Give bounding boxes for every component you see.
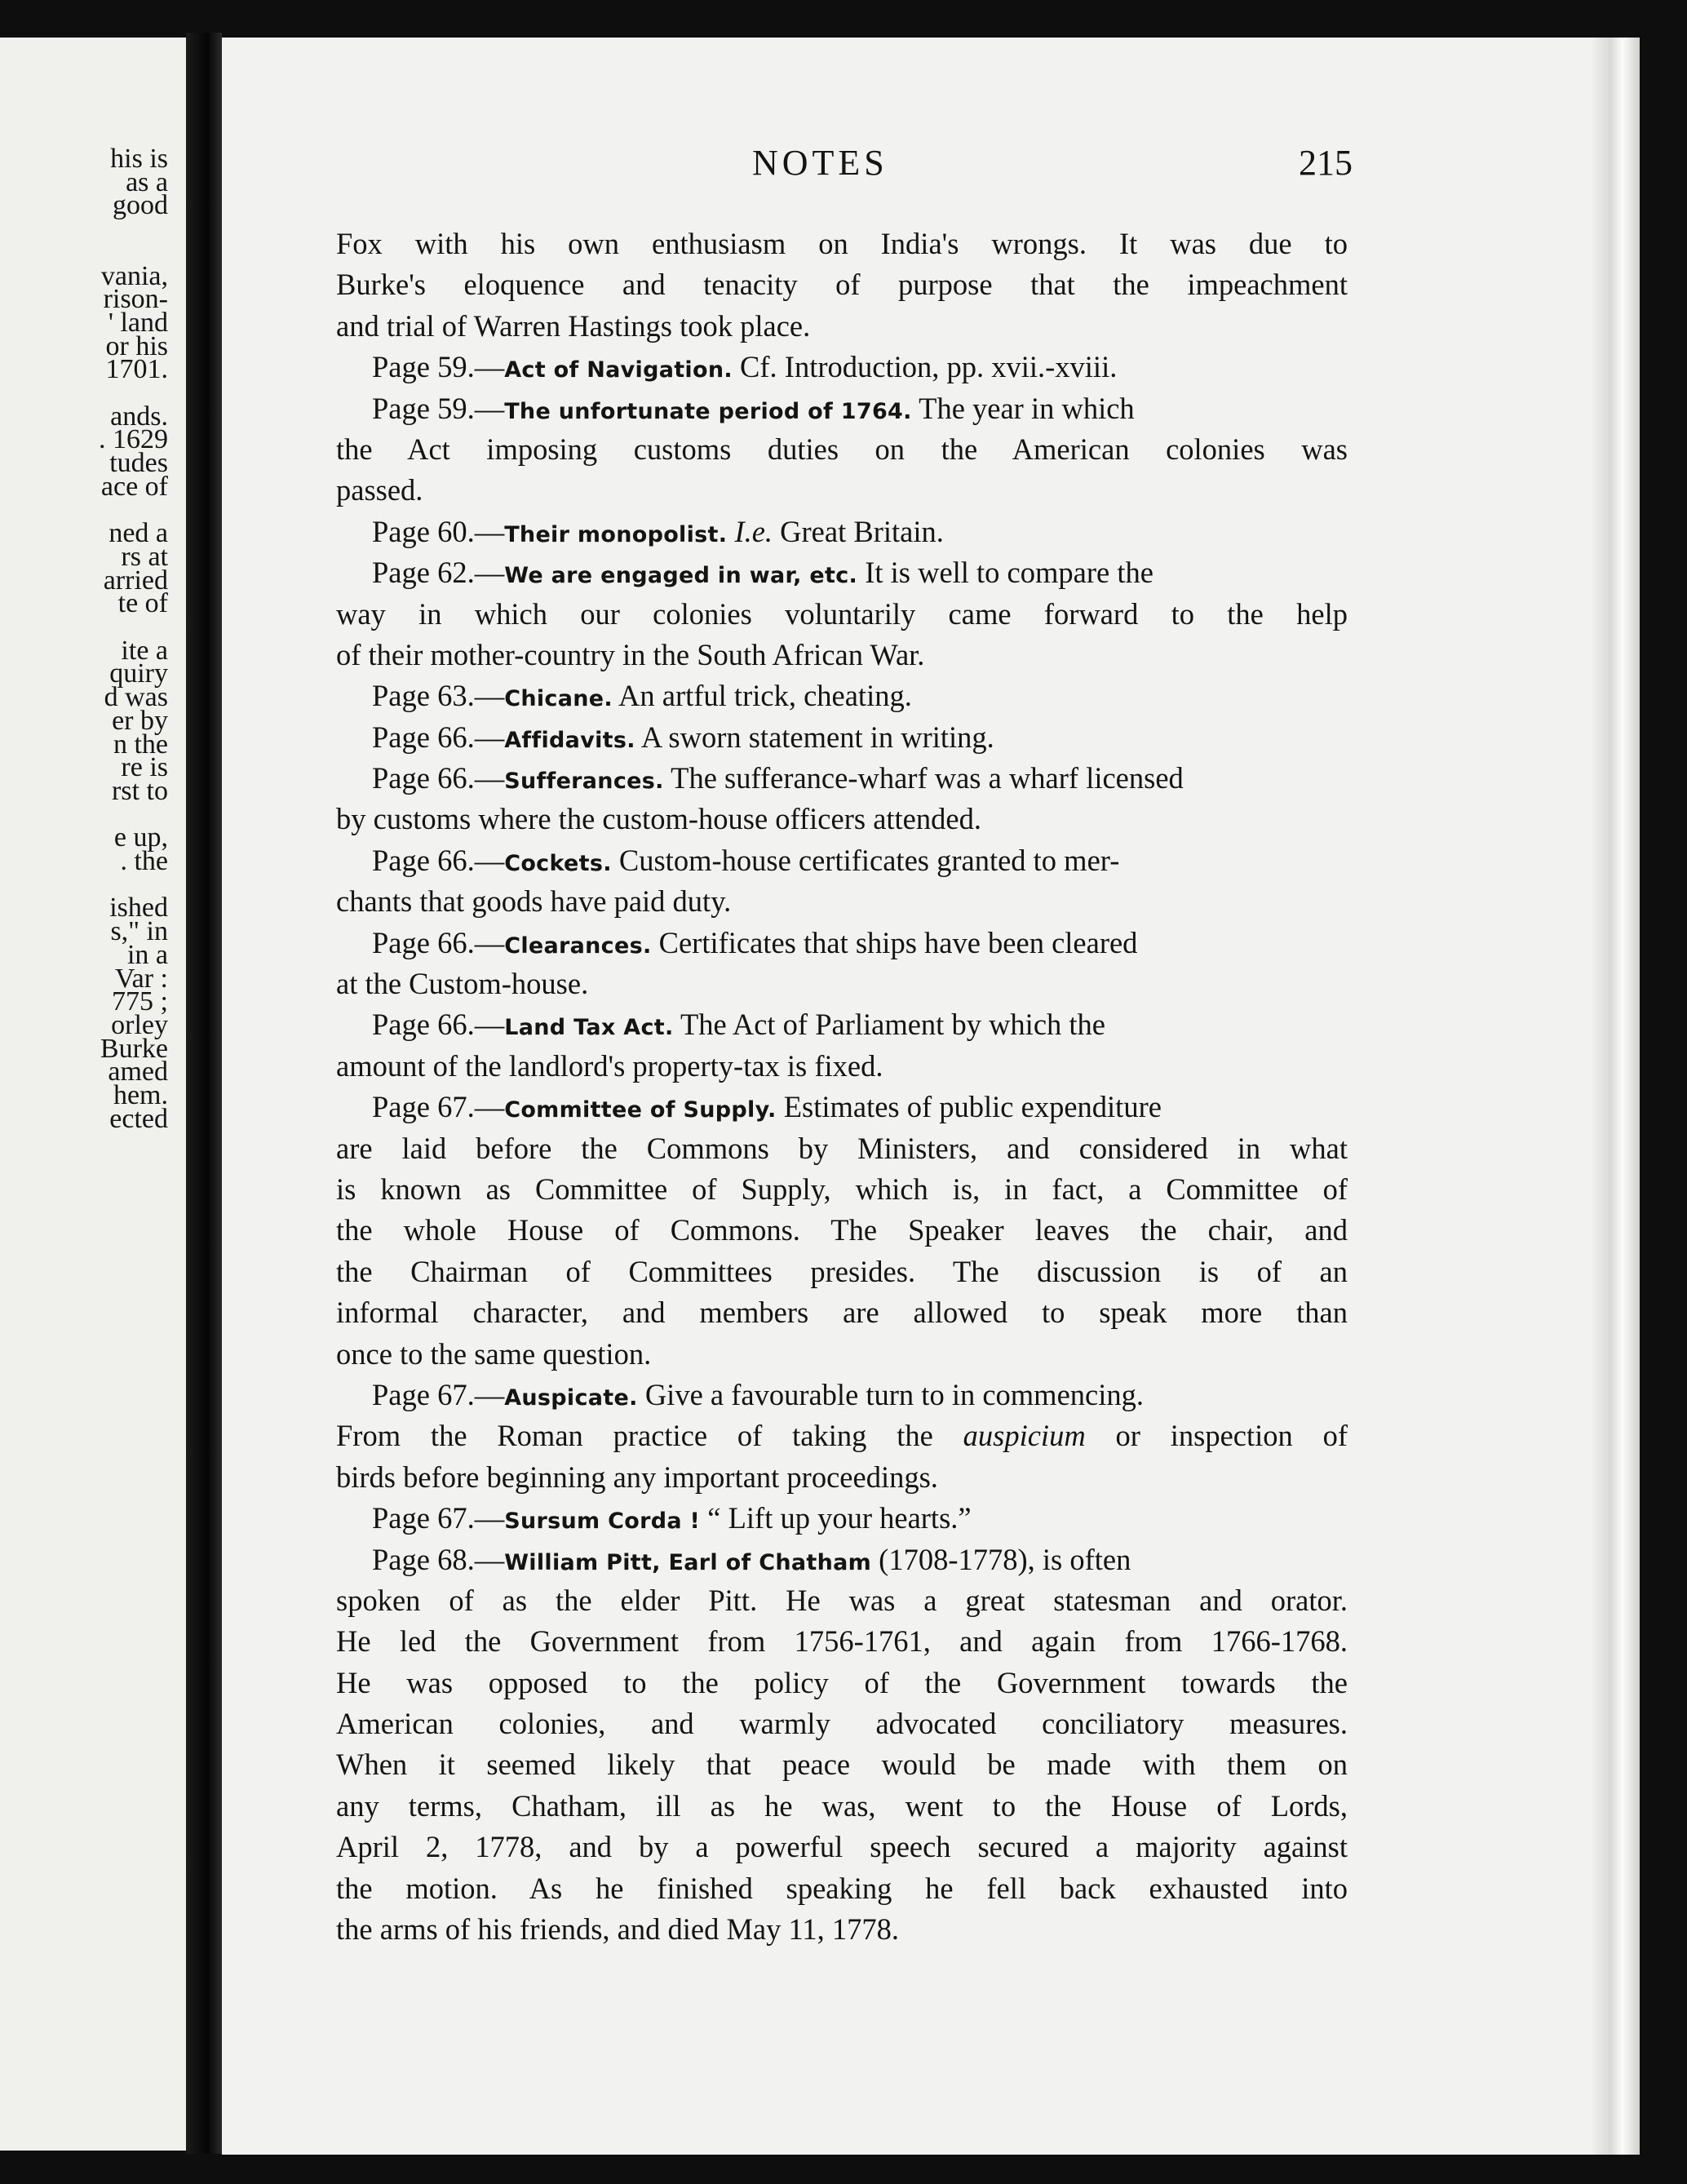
text-line: Page 66.—Sufferances. The sufferance-wharf was a wharf licensed bbox=[372, 761, 1184, 795]
note-entry bbox=[336, 840, 1348, 923]
page-reference: Page 66.— bbox=[372, 761, 505, 795]
left-page-line: or his bbox=[105, 330, 168, 361]
text-line: Page 66.—Affidavits. A sworn statement in writing. bbox=[372, 720, 994, 754]
left-page-line: vania, bbox=[100, 260, 168, 291]
left-page-line: as a bbox=[126, 166, 168, 197]
text-line: amount of the landlord's property-tax is fixed. bbox=[336, 1048, 883, 1083]
text-line: the arms of his friends, and died May 11, 1778. bbox=[336, 1912, 899, 1947]
left-page-line: te of bbox=[117, 588, 168, 619]
note-entry bbox=[336, 1004, 1348, 1087]
text-line: are laid before the Commons by Ministers, and considered in what bbox=[336, 1131, 1348, 1165]
note-continuation bbox=[336, 224, 1348, 347]
italic-abbrev: I.e. bbox=[734, 514, 773, 548]
page-reference: Page 59.— bbox=[372, 350, 505, 384]
text-line: Page 59.—The unfortunate period of 1764. The year in which bbox=[372, 391, 1135, 425]
text-line: informal character, and members are allowed to speak more than bbox=[336, 1296, 1348, 1330]
left-page-line: quiry bbox=[109, 658, 168, 689]
left-page-line: s," in bbox=[110, 916, 168, 947]
text-line: Page 66.—Clearances. Certificates that ships have been cleared bbox=[372, 925, 1138, 959]
note-entry bbox=[336, 1087, 1348, 1375]
text-line: the Act imposing customs duties on the American colonies was bbox=[336, 432, 1348, 466]
page-reference: Page 67.— bbox=[372, 1377, 505, 1411]
note-entry bbox=[336, 923, 1348, 1005]
left-page-line: tudes bbox=[109, 448, 168, 479]
left-page-line: good bbox=[113, 190, 168, 221]
note-term: Sufferances. bbox=[504, 769, 664, 795]
text-line: by customs where the custom-house officers attended. bbox=[336, 802, 981, 836]
left-page-line: . 1629 bbox=[99, 424, 168, 455]
left-page-line: rs at bbox=[121, 541, 168, 572]
left-page-line: ished bbox=[109, 893, 168, 924]
text-line: He was opposed to the policy of the Government towards the bbox=[336, 1665, 1348, 1699]
text-line: birds before beginning any important proceedings. bbox=[336, 1460, 938, 1494]
note-term: Auspicate. bbox=[504, 1384, 638, 1411]
right-page bbox=[222, 38, 1640, 2155]
note-term: The unfortunate period of 1764. bbox=[504, 398, 912, 424]
running-head: NOTES bbox=[752, 143, 888, 183]
left-page-line: ned a bbox=[108, 518, 168, 549]
page-reference: Page 68.— bbox=[372, 1542, 505, 1576]
left-page-line: . the bbox=[120, 846, 168, 876]
text-line: Page 59.—Act of Navigation. Cf. Introduction, pp. xvii.-xviii. bbox=[372, 350, 1118, 384]
italic-term: auspicium bbox=[963, 1419, 1086, 1453]
left-page-line: 775 ; bbox=[112, 986, 168, 1017]
left-page-line: arried bbox=[103, 565, 168, 596]
text-line: Page 67.—Sursum Corda ! “ Lift up your hearts.” bbox=[372, 1501, 972, 1535]
text-line: passed. bbox=[336, 473, 423, 507]
note-entry bbox=[336, 512, 1348, 552]
note-entry bbox=[336, 388, 1348, 512]
text-line: Page 63.—Chicane. An artful trick, cheating. bbox=[372, 679, 912, 713]
text-line: spoken of as the elder Pitt. He was a great statesman and orator. bbox=[336, 1583, 1348, 1617]
left-page-line: ite a bbox=[121, 635, 168, 666]
note-entry bbox=[336, 1375, 1348, 1498]
left-page-line: n the bbox=[113, 729, 168, 760]
left-page-line: 1701. bbox=[105, 354, 168, 385]
left-page bbox=[0, 38, 186, 2151]
page-edge bbox=[1591, 38, 1640, 2155]
page-reference: Page 60.— bbox=[372, 514, 505, 548]
text-line: Page 68.—William Pitt, Earl of Chatham (1708-1778), is often bbox=[372, 1542, 1131, 1576]
note-entry bbox=[336, 1539, 1348, 1951]
text-line: Fox with his own enthusiasm on India's wrongs. It was due to bbox=[336, 227, 1348, 260]
left-page-line: rison- bbox=[103, 284, 168, 315]
text-line: Page 62.—We are engaged in war, etc. It is well to compare the bbox=[372, 556, 1153, 590]
note-term: Committee of Supply. bbox=[504, 1097, 777, 1123]
left-page-line: ands. bbox=[110, 401, 168, 432]
left-page-line: er by bbox=[112, 705, 168, 736]
page-reference: Page 67.— bbox=[372, 1090, 505, 1124]
left-page-line: e up, bbox=[113, 822, 168, 853]
text-line: the Chairman of Committees presides. The discussion is of an bbox=[336, 1254, 1348, 1288]
left-page-line: amed bbox=[108, 1057, 168, 1088]
page-reference: Page 66.— bbox=[372, 720, 505, 754]
left-page-line: Burke bbox=[100, 1033, 168, 1064]
page-number: 215 bbox=[1299, 143, 1353, 183]
text-line: He led the Government from 1756-1761, and again from 1766-1768. bbox=[336, 1624, 1348, 1659]
text-line: once to the same question. bbox=[336, 1336, 652, 1371]
left-page-line: ace of bbox=[100, 471, 168, 502]
note-entry bbox=[336, 758, 1348, 840]
text-line: any terms, Chatham, ill as he was, went to the House of Lords, bbox=[336, 1788, 1348, 1823]
note-term: Clearances. bbox=[504, 933, 652, 959]
left-page-line: ' land bbox=[108, 307, 168, 338]
left-page-line: hem. bbox=[113, 1080, 168, 1110]
text-line: chants that goods have paid duty. bbox=[336, 884, 732, 919]
text-line: Page 66.—Land Tax Act. The Act of Parliament by which the bbox=[372, 1008, 1105, 1042]
note-term: Affidavits. bbox=[504, 727, 635, 753]
note-term: Chicane. bbox=[504, 686, 613, 712]
left-page-line: orley bbox=[111, 1009, 168, 1040]
left-page-line: rst to bbox=[112, 775, 168, 806]
text-line: the whole House of Commons. The Speaker leaves the chair, and bbox=[336, 1213, 1348, 1247]
text-line: Page 67.—Committee of Supply. Estimates of public expenditure bbox=[372, 1090, 1162, 1124]
left-page-line: Var : bbox=[114, 963, 168, 994]
page-reference: Page 67.— bbox=[372, 1501, 505, 1535]
left-page-line: ected bbox=[109, 1103, 168, 1134]
page-reference: Page 66.— bbox=[372, 843, 505, 877]
note-entry bbox=[336, 676, 1348, 716]
notes-text bbox=[336, 224, 1348, 1950]
text-line: way in which our colonies voluntarily came forward to the help bbox=[336, 596, 1348, 631]
note-entry bbox=[336, 1498, 1348, 1539]
left-page-line: his is bbox=[110, 144, 168, 174]
text-line: Page 66.—Cockets. Custom-house certificates granted to mer- bbox=[372, 843, 1120, 877]
note-term: William Pitt, Earl of Chatham bbox=[504, 1549, 872, 1575]
text-line: and trial of Warren Hastings took place. bbox=[336, 308, 811, 343]
book-spine bbox=[186, 33, 222, 2154]
note-term: Cockets. bbox=[504, 850, 612, 876]
page-reference: Page 59.— bbox=[372, 391, 505, 425]
text-line: Page 67.—Auspicate. Give a favourable turn to in commencing. bbox=[372, 1377, 1144, 1411]
text-line: the motion. As he finished speaking he fell back exhausted into bbox=[336, 1871, 1348, 1905]
text-line: is known as Committee of Supply, which is, in fact, a Committee of bbox=[336, 1172, 1348, 1206]
note-entry bbox=[336, 347, 1348, 388]
left-page-line: re is bbox=[121, 752, 168, 783]
text-line: at the Custom-house. bbox=[336, 967, 589, 1001]
note-entry bbox=[336, 552, 1348, 676]
text-line: April 2, 1778, and by a powerful speech secured a majority against bbox=[336, 1830, 1348, 1864]
note-term: We are engaged in war, etc. bbox=[504, 563, 858, 589]
page-reference: Page 66.— bbox=[372, 1008, 505, 1042]
text-line: of their mother-country in the South African War. bbox=[336, 637, 925, 671]
note-entry bbox=[336, 717, 1348, 758]
page-reference: Page 62.— bbox=[372, 556, 505, 590]
note-term: Their monopolist. bbox=[504, 521, 728, 547]
page-reference: Page 66.— bbox=[372, 925, 505, 959]
left-page-line: d was bbox=[104, 682, 168, 713]
text-line: From the Roman practice of taking the auspicium or inspection of bbox=[336, 1419, 1348, 1453]
text-line: When it seemed likely that peace would be made with them on bbox=[336, 1748, 1348, 1782]
note-term: Act of Navigation. bbox=[504, 357, 733, 383]
text-line: American colonies, and warmly advocated conciliatory measures. bbox=[336, 1707, 1348, 1741]
left-page-line: in a bbox=[126, 939, 168, 970]
note-term: Land Tax Act. bbox=[504, 1015, 674, 1041]
note-term: Sursum Corda ! bbox=[504, 1508, 701, 1535]
text-line: Page 60.—Their monopolist. I.e. Great Britain. bbox=[372, 514, 944, 548]
text-line: Burke's eloquence and tenacity of purpose that the impeachment bbox=[336, 268, 1348, 302]
page-reference: Page 63.— bbox=[372, 679, 505, 713]
